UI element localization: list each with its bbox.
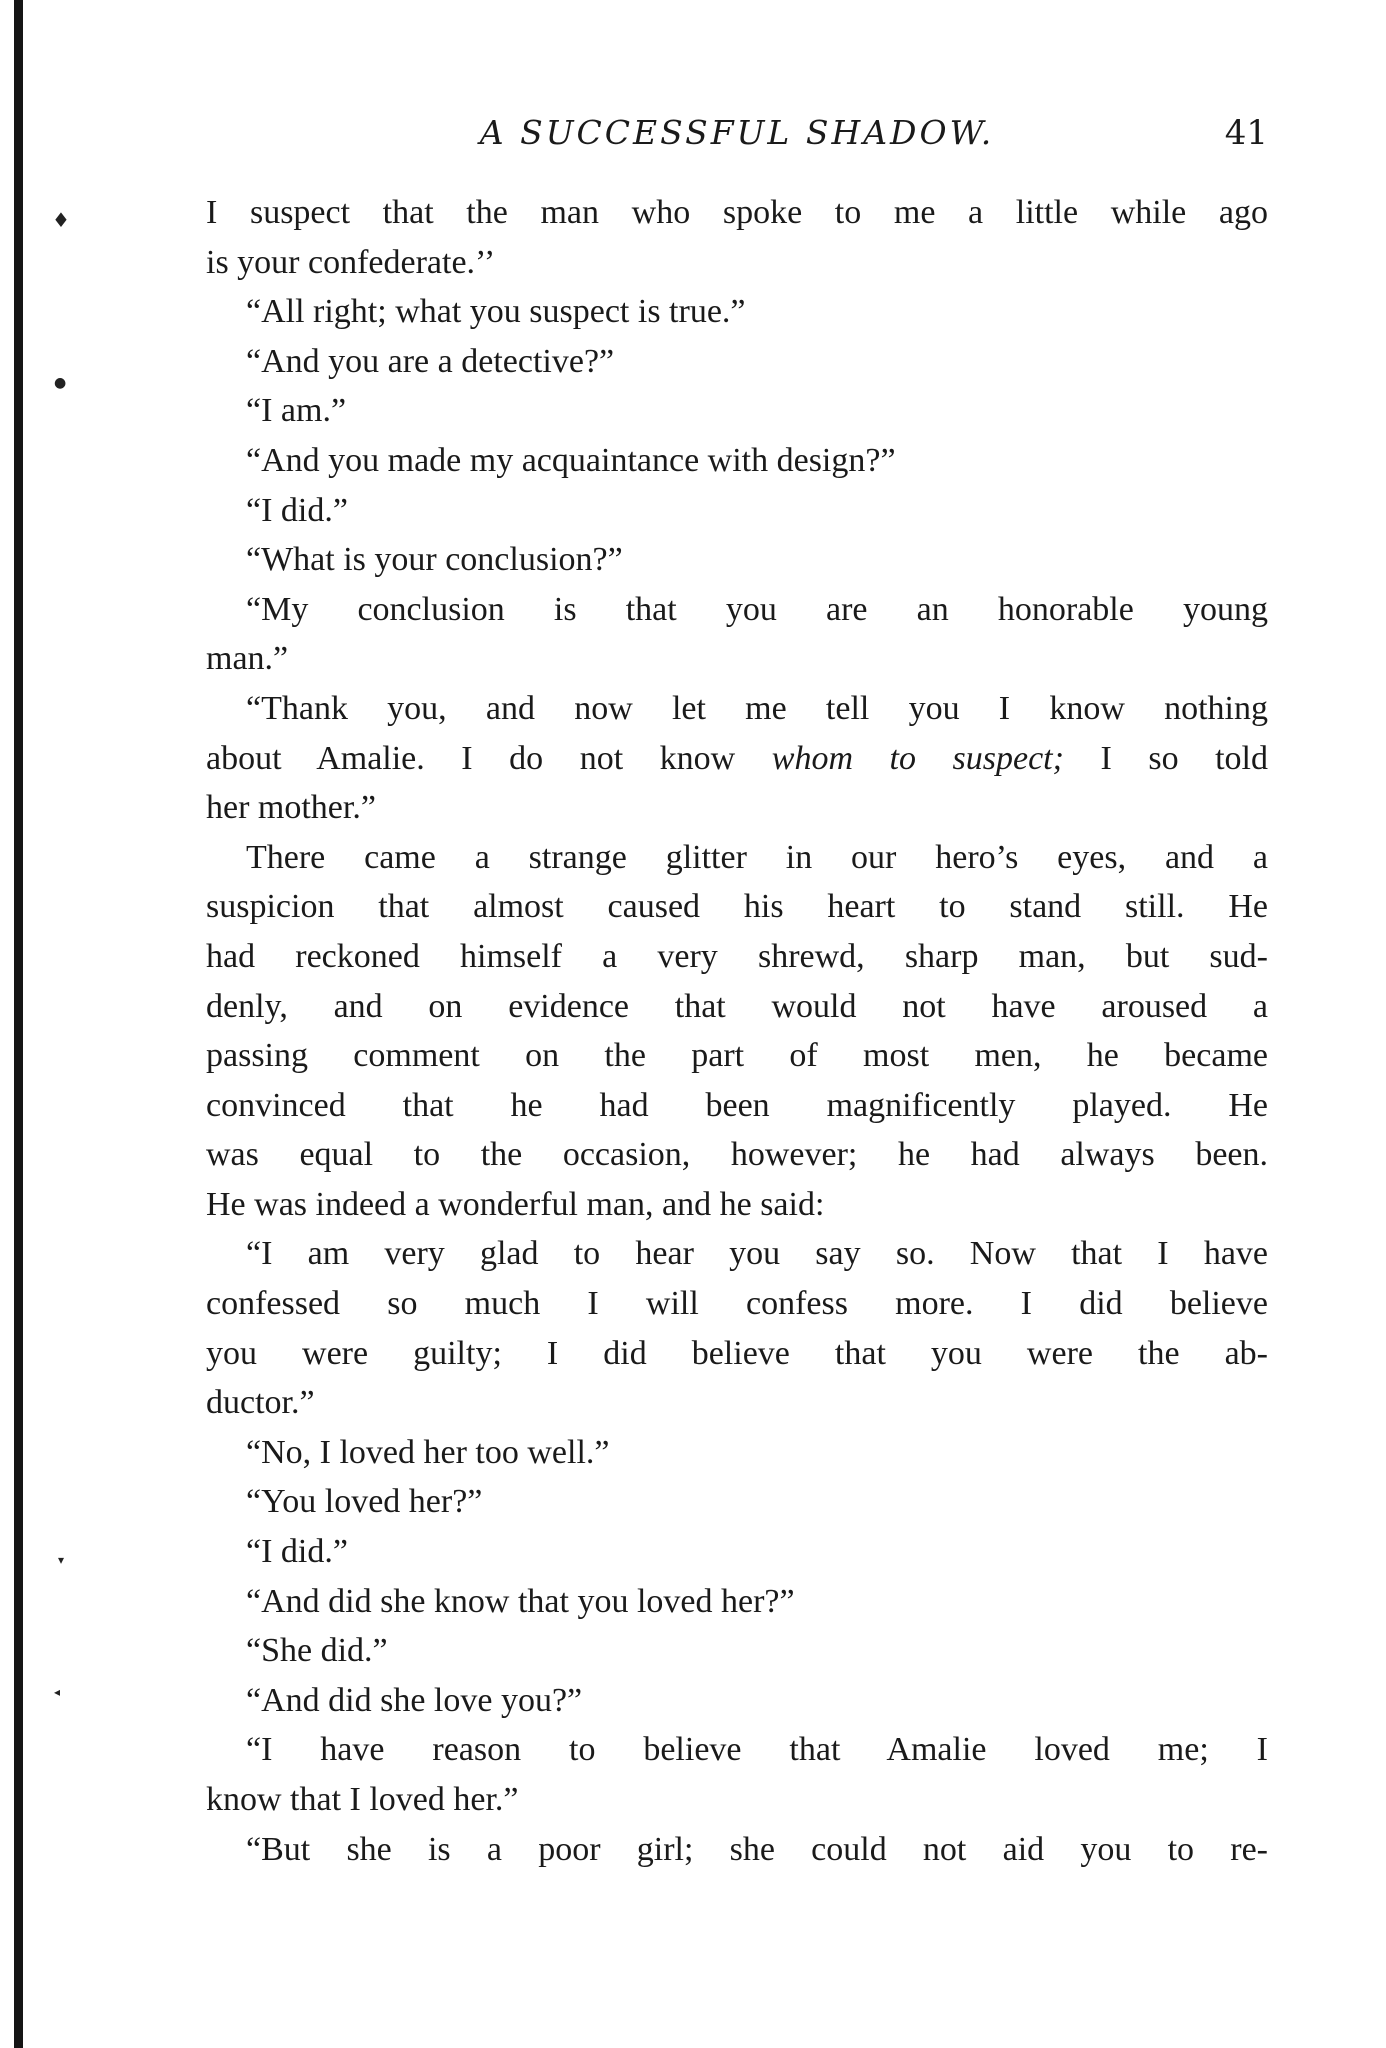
text-run: about Amalie. I do not know (206, 739, 772, 777)
text-run: “My conclusion is that you are an honorable young (246, 590, 1268, 628)
text-line (206, 1378, 1268, 1428)
body-text (206, 188, 1268, 1874)
text-run: confessed so much I will confess more. I did believe (206, 1285, 1268, 1323)
text-run: “I have reason to believe that Amalie loved me; I (246, 1731, 1268, 1769)
text-line (206, 1081, 1268, 1131)
text-line (206, 734, 1268, 784)
text-line (206, 1527, 1268, 1577)
text-run: “She did.” (246, 1632, 388, 1670)
text-line (206, 1775, 1268, 1825)
text-run: suspicion that almost caused his heart to stand still. He (206, 888, 1268, 926)
text-run: There came a strange glitter in our hero’s eyes, and a (246, 838, 1268, 876)
text-run: convinced that he had been magnificently played. He (206, 1086, 1268, 1124)
text-run: “I am.” (246, 392, 347, 430)
text-line (206, 386, 1268, 436)
text-line (206, 238, 1268, 288)
text-line (206, 1626, 1268, 1676)
text-run: you were guilty; I did believe that you were the ab- (206, 1334, 1268, 1372)
text-line (206, 932, 1268, 982)
text-run: “And you are a detective?” (246, 342, 615, 380)
margin-speck: ● (54, 375, 67, 391)
text-line (206, 1676, 1268, 1726)
text-line (206, 1180, 1268, 1230)
text-run: man.” (206, 640, 289, 678)
text-run: “I did.” (246, 491, 348, 529)
text-run: “What is your conclusion?” (246, 541, 623, 579)
text-line (206, 1577, 1268, 1627)
text-line (206, 1477, 1268, 1527)
text-line (206, 982, 1268, 1032)
text-run: “I did.” (246, 1533, 348, 1571)
text-line (206, 1725, 1268, 1775)
text-run: “And did she love you?” (246, 1681, 583, 1719)
text-run: “And did she know that you loved her?” (246, 1582, 795, 1620)
text-line (206, 684, 1268, 734)
text-run: was equal to the occasion, however; he had always been. (206, 1136, 1268, 1174)
text-run: denly, and on evidence that would not have aroused a (206, 987, 1268, 1025)
text-run: passing comment on the part of most men, he became (206, 1037, 1268, 1075)
text-line (206, 882, 1268, 932)
text-line (206, 337, 1268, 387)
text-run: ductor.” (206, 1384, 315, 1422)
text-line (206, 436, 1268, 486)
text-line (206, 1825, 1268, 1875)
text-line (206, 783, 1268, 833)
text-run: “But she is a poor girl; she could not aid you to re- (246, 1830, 1268, 1868)
text-run: I so told (1063, 739, 1268, 777)
text-line (206, 188, 1268, 238)
text-line (206, 535, 1268, 585)
text-run: I suspect that the man who spoke to me a little while ago (206, 194, 1268, 231)
text-run: “I am very glad to hear you say so. Now that I have (246, 1235, 1268, 1273)
text-run: “All right; what you suspect is true.” (246, 293, 746, 331)
text-line (206, 1279, 1268, 1329)
margin-speck: ♦ (52, 208, 70, 232)
text-line (206, 287, 1268, 337)
page-header (206, 108, 1268, 158)
page-number: 41 (1224, 113, 1268, 153)
text-line (206, 1130, 1268, 1180)
text-run: know that I loved her.” (206, 1781, 519, 1818)
text-run: “And you made my acquaintance with design?” (246, 441, 896, 479)
italic-phrase: whom to suspect; (771, 739, 1064, 777)
text-line (206, 1329, 1268, 1379)
text-run: He was indeed a wonderful man, and he said: (206, 1185, 825, 1223)
running-title: A SUCCESSFUL SHADOW. (479, 113, 995, 152)
text-run: is your confederate.’’ (206, 243, 496, 281)
page-edge-rule (14, 0, 23, 2048)
margin-speck: ▾ (58, 1553, 65, 1567)
text-run: had reckoned himself a very shrewd, sharp man, but sud- (206, 937, 1268, 975)
text-line (206, 585, 1268, 635)
text-line (206, 1031, 1268, 1081)
text-run: her mother.” (206, 789, 376, 827)
text-run: “No, I loved her too well.” (246, 1433, 610, 1471)
text-line (206, 634, 1268, 684)
text-line (206, 486, 1268, 536)
text-run: “You loved her?” (246, 1483, 483, 1521)
text-line (206, 833, 1268, 883)
text-run: “Thank you, and now let me tell you I know nothing (246, 689, 1268, 727)
text-line (206, 1428, 1268, 1478)
margin-speck: ◂ (54, 1685, 61, 1699)
text-line (206, 1229, 1268, 1279)
